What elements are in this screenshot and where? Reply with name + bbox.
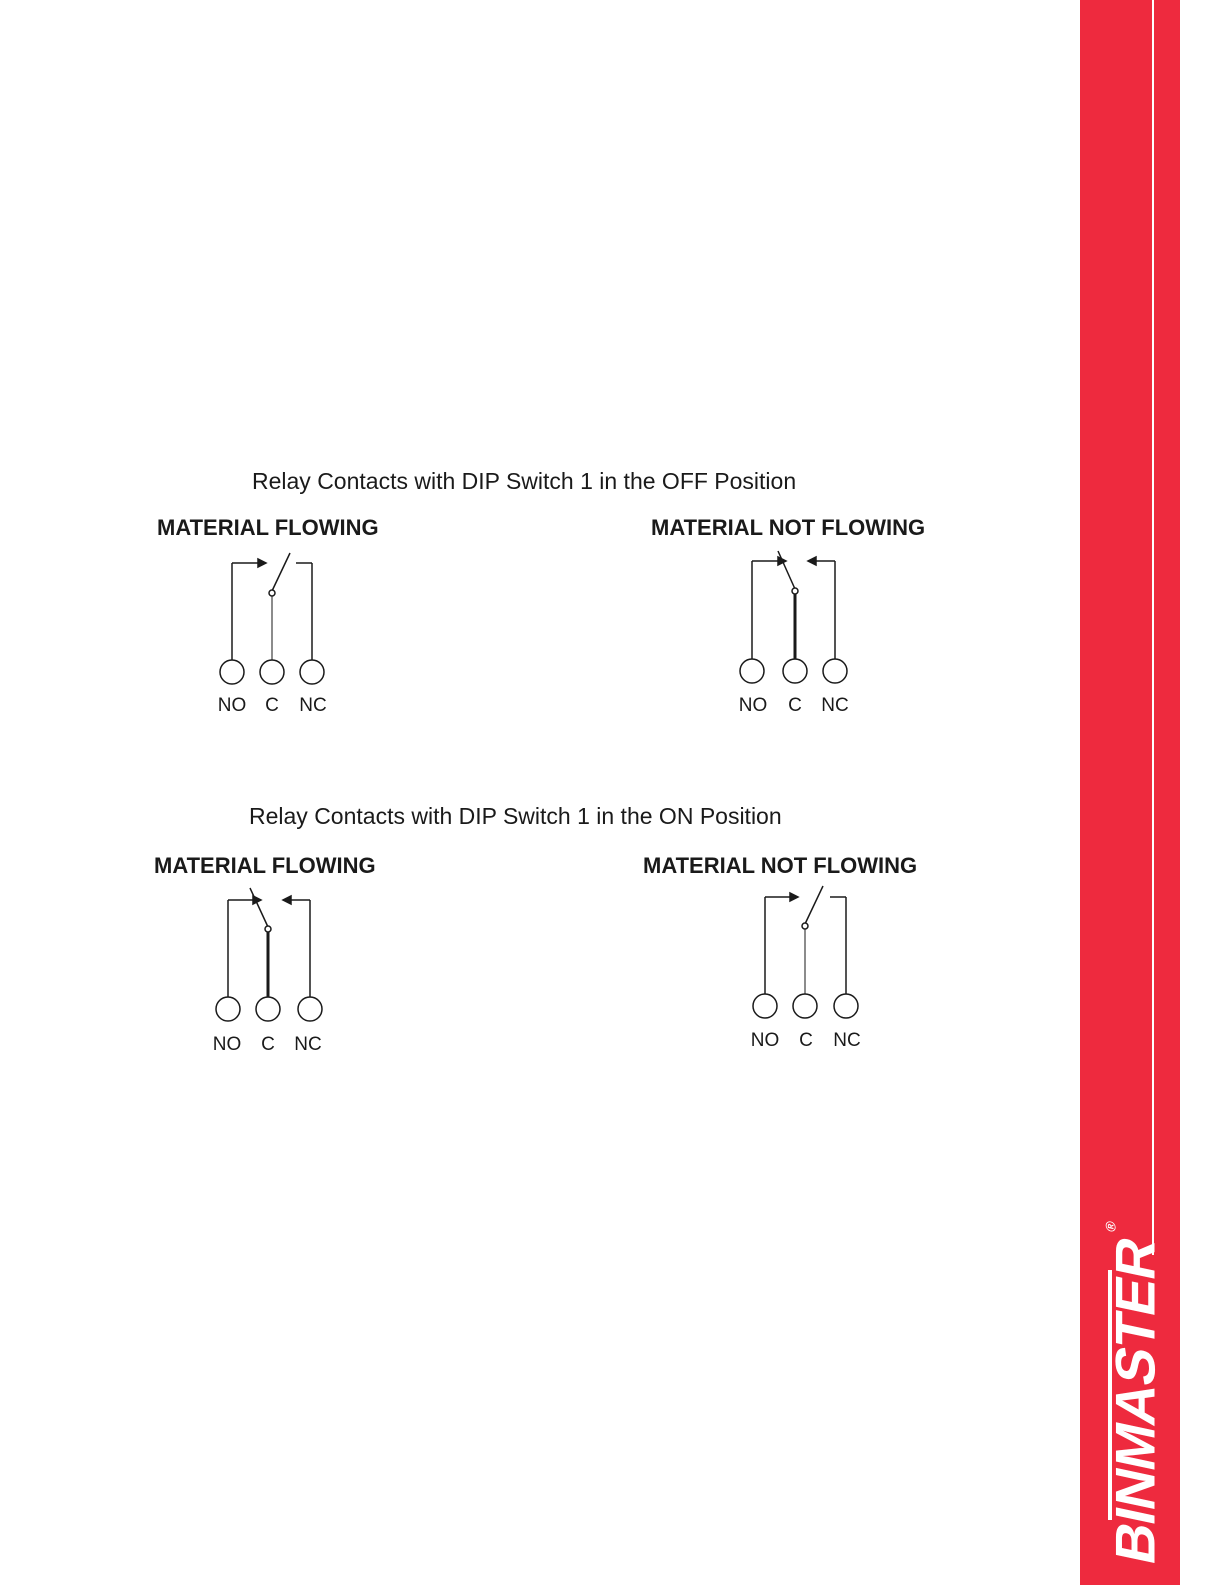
relay-contact-diagram (732, 880, 882, 1030)
terminal-label-c: C (799, 1030, 813, 1051)
terminal-label-no: NO (217, 695, 247, 716)
registered-mark: ® (1102, 1220, 1119, 1234)
diagram-heading: MATERIAL NOT FLOWING (651, 515, 926, 540)
terminal-label-c: C (265, 695, 279, 716)
terminal-label-nc: NC (833, 1030, 861, 1051)
diagram-heading: MATERIAL NOT FLOWING (643, 853, 918, 878)
terminal-label-nc: NC (299, 695, 327, 716)
terminal-label-no: NO (212, 1034, 242, 1055)
diagram-heading: MATERIAL FLOWING (157, 515, 379, 540)
logo-text (1103, 1220, 1168, 1569)
terminal-label-no: NO (738, 695, 768, 716)
terminal-label-c: C (788, 695, 802, 716)
relay-contact-diagram (720, 545, 870, 695)
terminal-label-nc: NC (294, 1034, 322, 1055)
terminal-label-no: NO (750, 1030, 780, 1051)
sidebar-divider-line (1152, 0, 1154, 1255)
terminal-label-c: C (261, 1034, 275, 1055)
relay-contact-diagram (195, 882, 345, 1032)
terminal-label-nc: NC (821, 695, 849, 716)
logo-wordmark: BINMASTER (1103, 1232, 1167, 1570)
binmaster-logo (1100, 1220, 1170, 1570)
section-title-off: Relay Contacts with DIP Switch 1 in the OFF Position (252, 468, 797, 494)
diagram-heading: MATERIAL FLOWING (154, 853, 376, 878)
relay-contact-diagram (200, 545, 350, 695)
section-title-on: Relay Contacts with DIP Switch 1 in the ON Position (249, 803, 782, 829)
